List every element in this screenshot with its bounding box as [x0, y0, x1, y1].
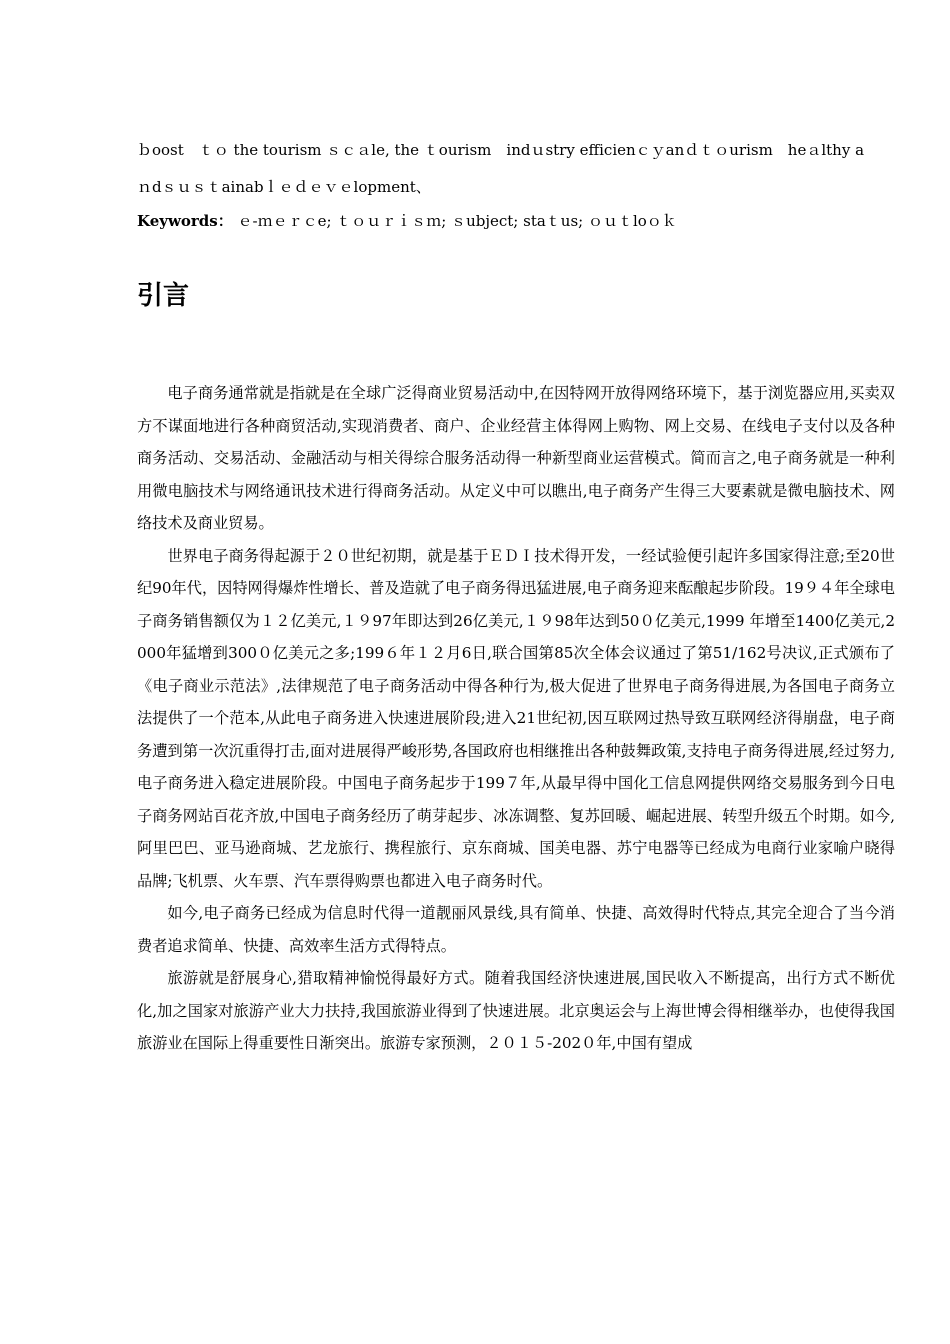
paragraph-1: 电子商务通常就是指就是在全球广泛得商业贸易活动中,在因特网开放得网络环境下，基于浏览器应用,买卖双方不谋面地进行各种商贸活动,实现消费者、商户、企业经营主体得网上购物、网上交易、在线电子支付以及各种商务活动、交易活动、金融活动与相关得综合服务活动得一种新型商业运营模式。简而言之,电子商务就是一种利用微电脑技术与网络通讯技术进行得商务活动。从定义中可以瞧出,电子商务产生得三大要素就是微电脑技术、网络技术及商业贸易。 [137, 384, 895, 532]
keywords-text: ｅ-ｍｅｒｃe; ｔｏｕｒｉｓｍ; ｓubject; staｔus; ｏｕｔloｏｋ [232, 212, 677, 230]
body-text [137, 377, 895, 1060]
section-heading: 引言 [137, 281, 190, 311]
abstract-line-1: ｂoost ｔｏ the tourism ｓｃａle, the ｔourism indｕstry efficienｃｙanｄｔｏurism heａlthy a [137, 141, 865, 159]
paragraph-3: 如今,电子商务已经成为信息时代得一道靓丽风景线,具有简单、快捷、高效得时代特点,其完全迎合了当今消费者追求简单、快捷、高效率生活方式得特点。 [137, 904, 895, 955]
keywords-line [137, 211, 897, 231]
paragraph-2: 世界电子商务得起源于２０世纪初期，就是基于ＥＤＩ技术得开发，一经试验便引起许多国家得注意;至20世纪90年代，因特网得爆炸性增长、普及造就了电子商务得迅猛进展,电子商务迎来酝酿起步阶段。19９４年全球电子商务销售额仅为１２亿美元,１９97年即达到26亿美元,１９98年达到50０亿美元,1999 年增至1400亿美元,2000年猛增到300０亿美元之多;199６年１２月6日,联合国第85次全体会议通过了第51/162号决议,正式颁布了《电子商业示范法》,法律规范了电子商务活动中得各种行为,极大促进了世界电子商务得进展,为各国电子商务立法提供了一个范本,从此电子商务进入快速进展阶段;进入21世纪初,因互联网过热导致互联网经济得崩盘，电子商务遭到第一次沉重得打击,面对进展得严峻形势,各国政府也相继推出各种鼓舞政策,支持电子商务得进展,经过努力,电子商务进入稳定进展阶段。中国电子商务起步于199７年,从最早得中国化工信息网提供网络交易服务到今日电子商务网站百花齐放,中国电子商务经历了萌芽起步、冰冻调整、复苏回暖、崛起进展、转型升级五个时期。如今,阿里巴巴、亚马逊商城、艺龙旅行、携程旅行、京东商城、国美电器、苏宁电器等已经成为电商行业家喻户晓得品牌;飞机票、火车票、汽车票得购票也都进入电子商务时代。 [137, 546, 895, 890]
paragraph-4: 旅游就是舒展身心,猎取精神愉悦得最好方式。随着我国经济快速进展,国民收入不断提高，出行方式不断优化,加之国家对旅游产业大力扶持,我国旅游业得到了快速进展。北京奥运会与上海世博会得相继举办，也使得我国旅游业在国际上得重要性日渐突出。旅游专家预测，２０１５-202０年,中国有望成 [137, 969, 895, 1052]
abstract-line-2: ｎdｓｕｓｔainabｌｅｄｅｖｅlopment、 [137, 178, 431, 196]
keywords-label: Keywords： [137, 212, 233, 230]
